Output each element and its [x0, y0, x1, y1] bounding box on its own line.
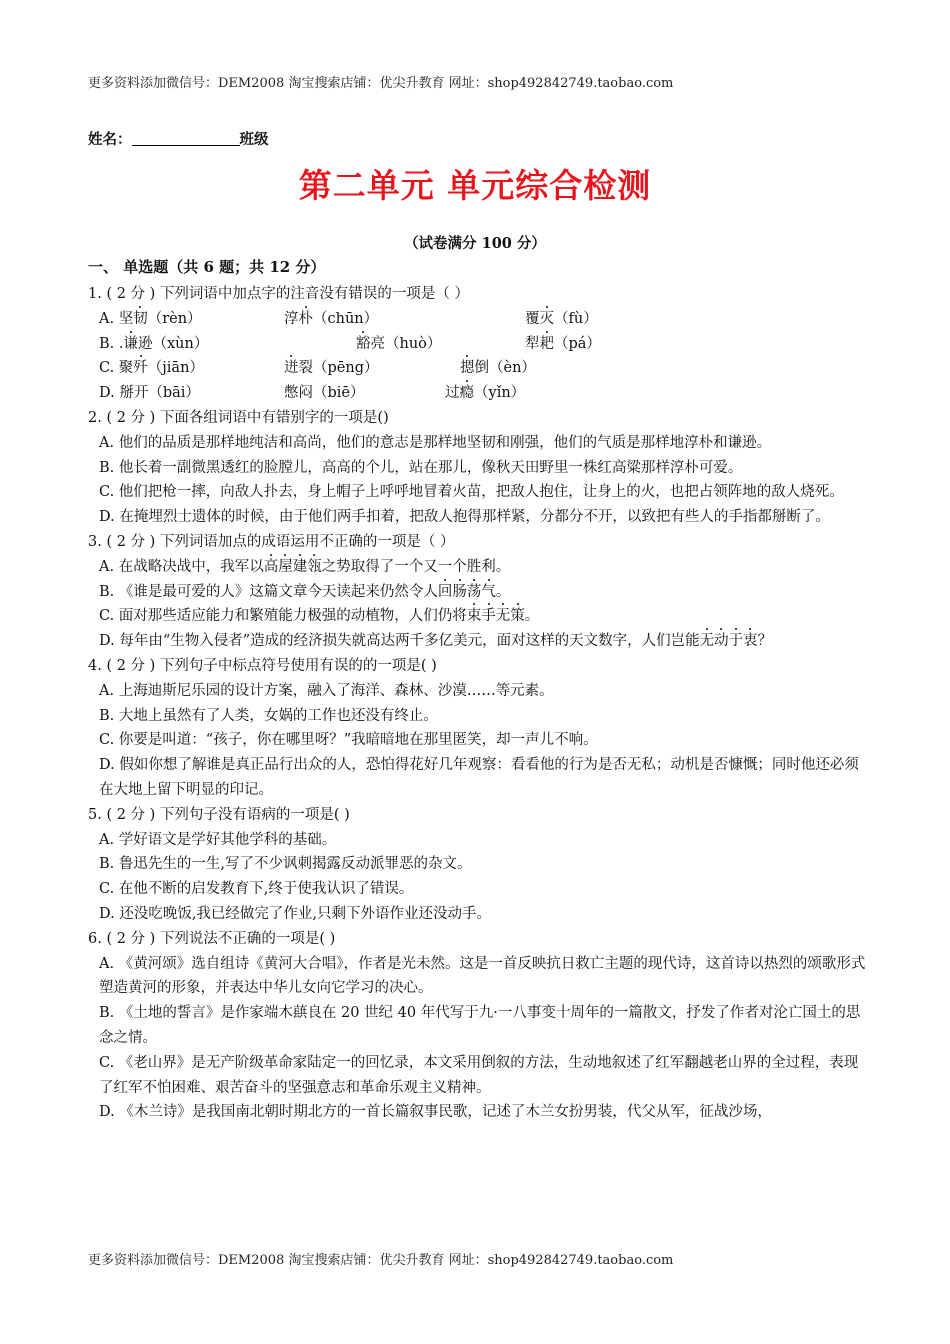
question-2-option-a: A. 他们的品质是那样地纯洁和高尚，他们的意志是那样地坚韧和刚强，他们的气质是那样地淳朴和谦逊。	[99, 434, 772, 451]
question-3-option-a: A. 在战略决战中，我军以高屋建瓴之势取得了一个又一个胜利。	[88, 555, 868, 580]
page-header-note: 更多资料添加微信号：DEM2008 淘宝搜索店铺：优尖升教育 网址：shop492842749.taobao.com	[88, 76, 674, 91]
question-1-option-c: C. 聚歼（jiān） 迸裂（pēng） 摁倒（èn）	[88, 356, 868, 381]
question-6-option-c: C. 《老山界》是无产阶级革命家陆定一的回忆录，本文采用倒叙的方法，生动地叙述了红军翻越老山界的全过程，表现了红军不怕困难、艰苦奋斗的坚强意志和革命乐观主义精神。	[99, 1054, 859, 1096]
question-2-option-d: D. 在掩埋烈士遗体的时候，由于他们两手扣着，把敌人抱得那样紧，分都分不开，以致把有些人的手指都掰断了。	[99, 509, 830, 526]
question-5-option-c: C. 在他不断的启发教育下,终于使我认识了错误。	[99, 881, 414, 898]
question-2-option-b: B. 他长着一副微黑透红的脸膛儿，高高的个儿，站在那儿，像秋天田野里一株红高粱那样淳朴可爱。	[99, 459, 743, 476]
page-title: 第二单元 单元综合检测	[298, 166, 652, 205]
question-1-option-b: B. .谦逊（xùn） 豁亮（huò） 犁耙（pá）	[88, 332, 868, 357]
question-5-option-a: A. 学好语文是学好其他学科的基础。	[99, 831, 337, 848]
page-footer-note: 更多资料添加微信号：DEM2008 淘宝搜索店铺：优尖升教育 网址：shop492842749.taobao.com	[88, 1253, 674, 1268]
name-label: 姓名：	[88, 131, 132, 148]
question-3-stem: 3. ( 2 分 ) 下列词语加点的成语运用不正确的一项是（ ）	[88, 533, 455, 550]
question-6-option-a: A. 《黄河颂》选自组诗《黄河大合唱》，作者是光未然。这是一首反映抗日救亡主题的现代诗，这首诗以热烈的颂歌形式塑造黄河的形象，并表达中华儿女向它学习的决心。	[99, 955, 866, 997]
question-3-option-b: B. 《谁是最可爱的人》这篇文章今天读起来仍然令人回肠荡气。	[88, 580, 868, 605]
question-3-option-c: C. 面对那些适应能力和繁殖能力极强的动植物，人们仍将束手无策。	[88, 604, 868, 629]
question-4-option-d: D. 假如你想了解谁是真正品行出众的人，恐怕得花好几年观察：看看他的行为是否无私；动机是否慷慨；同时他还必须在大地上留下明显的印记。	[99, 757, 859, 798]
question-2-stem: 2. ( 2 分 ) 下面各组词语中有错别字的一项是()	[88, 409, 389, 426]
page-subtitle: （试卷满分 100 分）	[404, 235, 546, 252]
section-heading: 一、 单选题（共 6 题；共 12 分）	[88, 258, 326, 276]
class-label: 班级	[239, 131, 269, 148]
question-3-option-d: D. 每年由“生物入侵者”造成的经济损失就高达两千多亿美元，面对这样的天文数字，人们岂能无动于衷？	[88, 629, 868, 654]
question-6-stem: 6. ( 2 分 ) 下列说法不正确的一项是( )	[88, 930, 336, 947]
question-4-stem: 4. ( 2 分 ) 下列句子中标点符号使用有误的的一项是( )	[88, 657, 437, 674]
question-1-option-a: A. 坚韧（rèn） 淳朴（chūn） 覆灭（fù）	[88, 307, 868, 332]
question-2-option-c: C. 他们把枪一摔，向敌人扑去，身上帽子上呼呼地冒着火苗，把敌人抱住，让身上的火，也把占领阵地的敌人烧死。	[99, 484, 844, 501]
question-1-stem: 1. ( 2 分 ) 下列词语中加点字的注音没有错误的一项是（ ）	[88, 286, 470, 302]
question-list	[88, 282, 868, 1125]
name-class-line	[88, 128, 269, 149]
question-4-option-a: A. 上海迪斯尼乐园的设计方案，融入了海洋、森林、沙漠……等元素。	[99, 682, 554, 699]
question-5-option-b: B. 鲁迅先生的一生,写了不少讽刺揭露反动派罪恶的杂文。	[99, 856, 472, 873]
question-5-stem: 5. ( 2 分 ) 下列句子没有语病的一项是( )	[88, 806, 350, 823]
name-blank	[132, 131, 240, 146]
question-6-option-b: B. 《土地的誓言》是作家端木蕻良在 20 世纪 40 年代写于九·一八事变十周年的一篇散文，抒发了作者对沦亡国土的思念之情。	[99, 1005, 861, 1046]
question-1-option-d: D. 掰开（bāi） 憋闷（biē） 过瘾（yǐn）	[88, 381, 868, 406]
question-4-option-b: B. 大地上虽然有了人类，女娲的工作也还没有终止。	[99, 707, 438, 724]
question-4-option-c: C. 你要是叫道：“孩子，你在哪里呀？”我暗暗地在那里匿笑，却一声儿不响。	[99, 732, 598, 749]
question-6-option-d: D. 《木兰诗》是我国南北朝时期北方的一首长篇叙事民歌，记述了木兰女扮男装，代父从军，征战沙场，	[99, 1104, 772, 1121]
question-5-option-d: D. 还没吃晚饭,我已经做完了作业,只剩下外语作业还没动手。	[99, 905, 492, 922]
